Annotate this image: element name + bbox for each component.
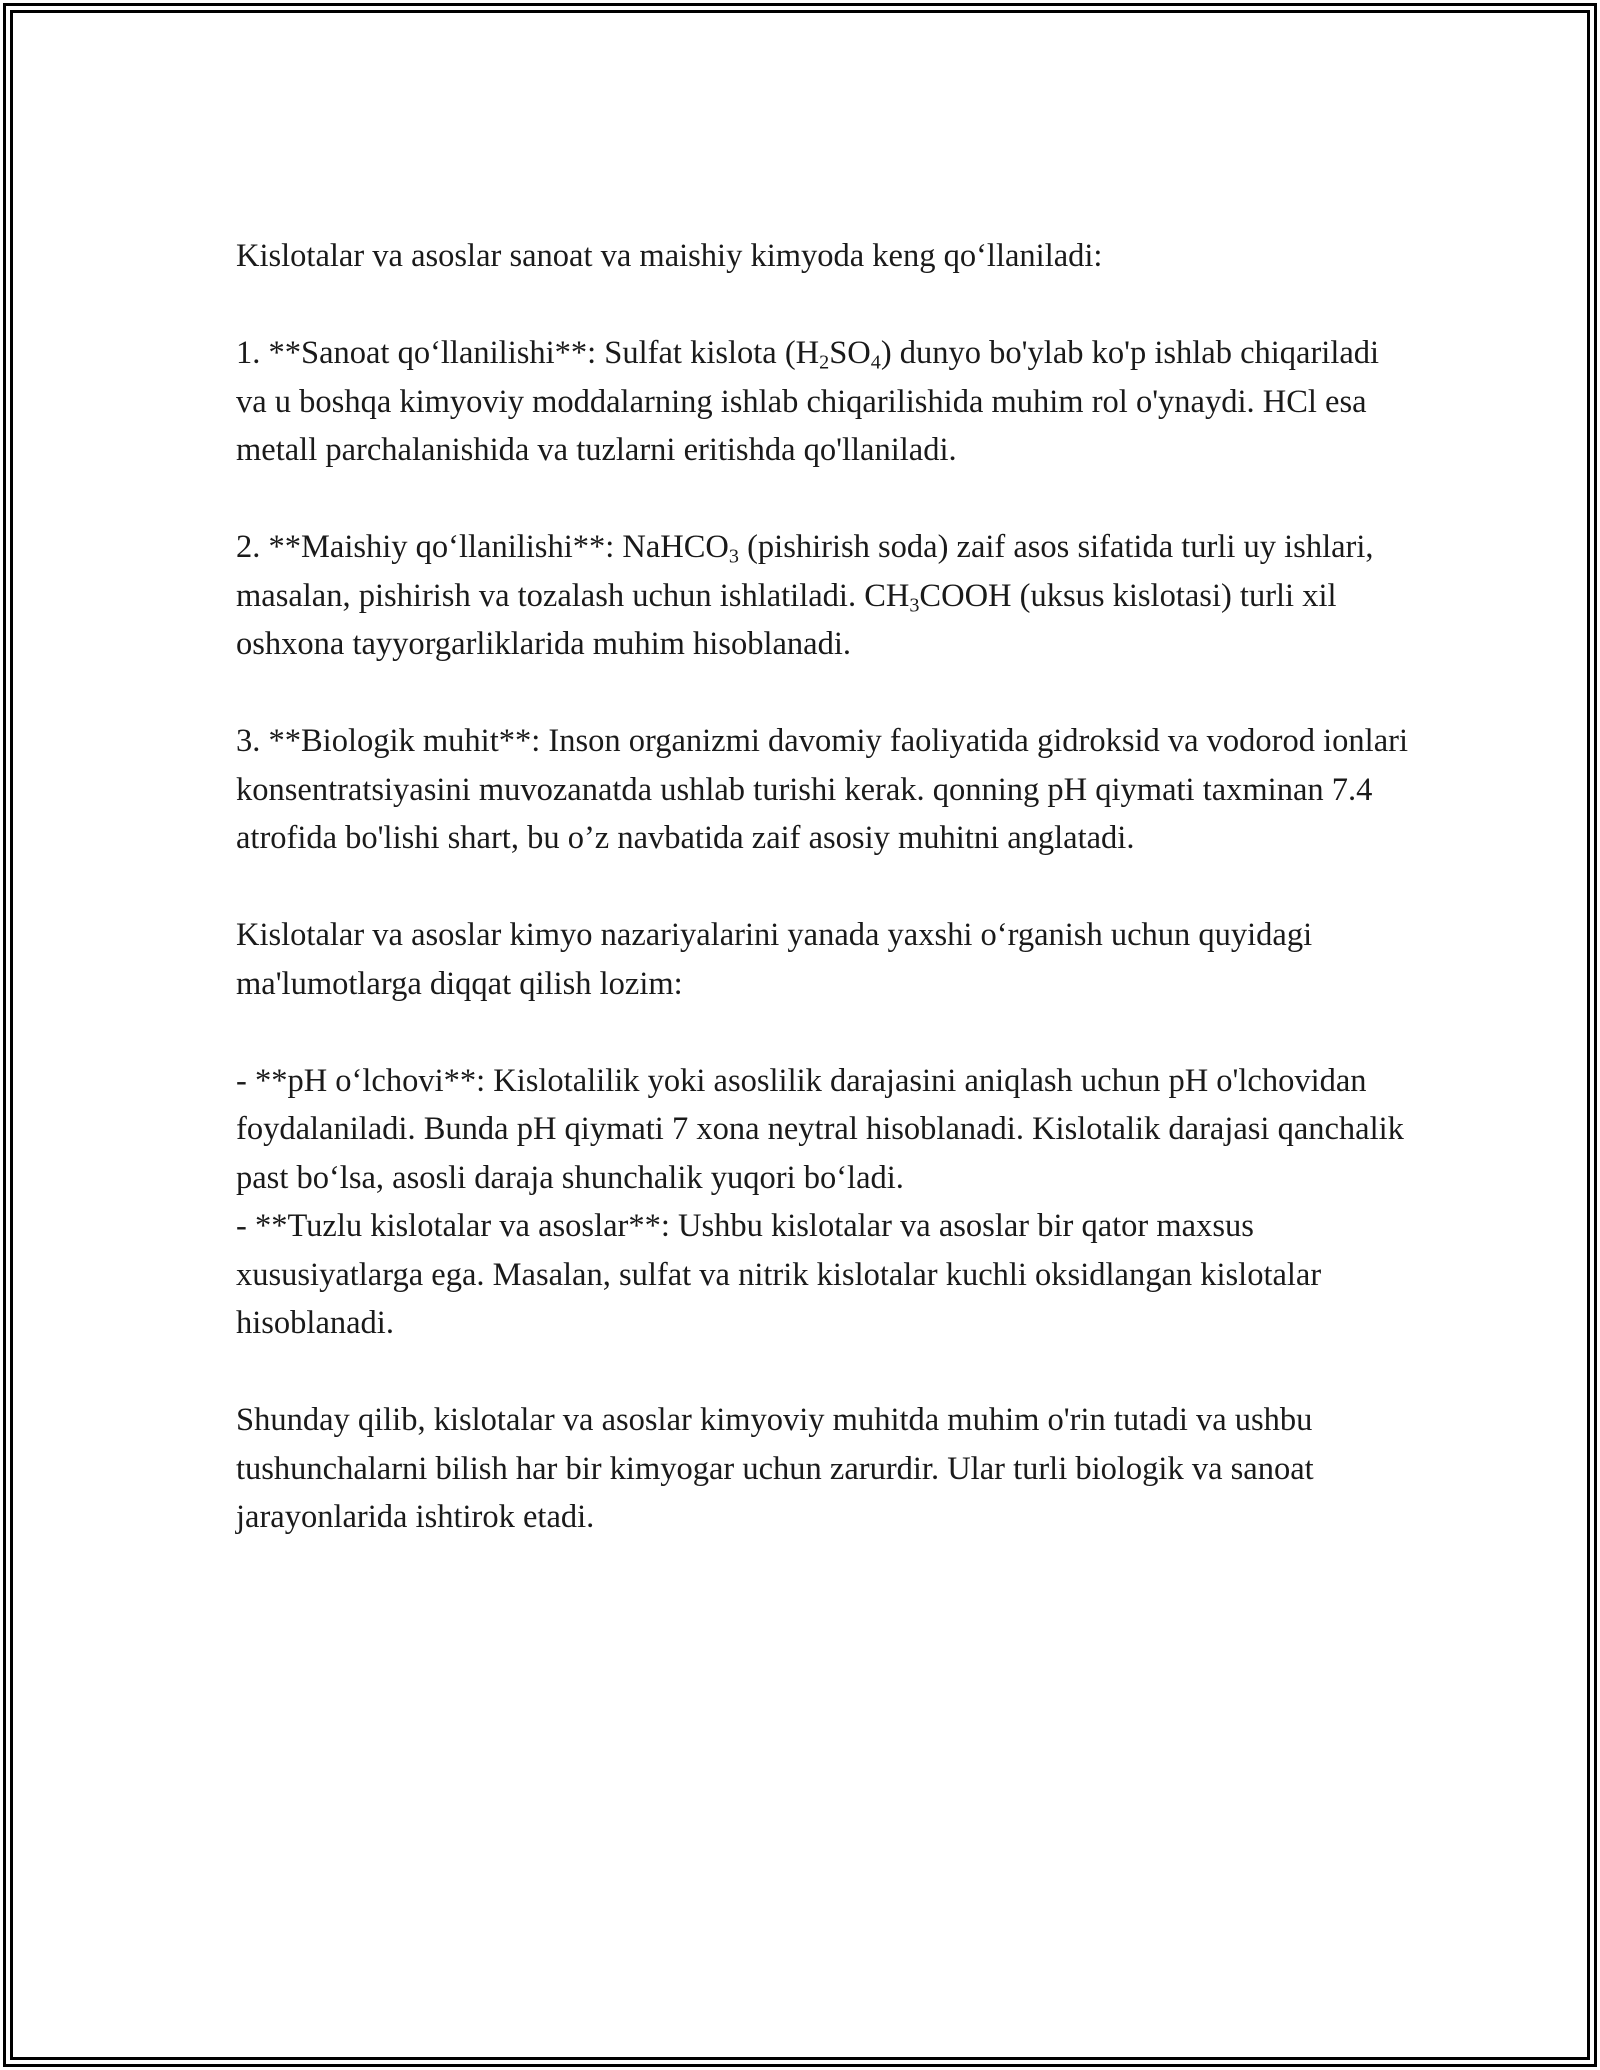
list-item-industrial-use: 1. **Sanoat qo‘llanilishi**: Sulfat kislota $(H_2SO_4)$ dunyo bo'ylab ko'p ishlab chiqariladi va u boshqa kimyoviy moddalarning ishlab chiqarilishida muhim rol o'ynaydi. HCl esa metall parchalanishida va tuzlarni eritishda qo'llaniladi. [236, 335, 1380, 468]
spacer [236, 1008, 1416, 1057]
theory-paragraph: Kislotalar va asoslar kimyo nazariyalarini yanada yaxshi o‘rganish uchun quyidagi ma'lumotlarga diqqat qilish lozim: [236, 917, 1313, 1002]
spacer [236, 475, 1416, 524]
bullet-ph-scale: - **pH o‘lchovi**: Kislotalilik yoki asoslilik darajasini aniqlash uchun pH o'lchovidan foydalaniladi. Bunda pH qiymati 7 xona neytral hisoblanadi. Kislotalik darajasi qanchalik past bo‘lsa, asosli daraja shunchalik yuqori bo‘ladi. [236, 1062, 1404, 1196]
intro-paragraph: Kislotalar va asoslar sanoat va maishiy kimyoda keng qo‘llaniladi: [236, 238, 1103, 274]
conclusion-paragraph: Shunday qilib, kislotalar va asoslar kimyoviy muhitda muhim o'rin tutadi va ushbu tushunchalarni bilish har bir kimyogar uchun zarurdir. Ular turli biologik va sanoat jarayonlarida ishtirok etadi. [236, 1402, 1314, 1535]
list-item-household-use: 2. **Maishiy qo‘llanilishi**: NaHCO$_3$ (pishirish soda) zaif asos sifatida turli uy ishlari, masalan, pishirish va tozalash uchun ishlatiladi. $CH_3COOH$ (uksus kislotasi) turli xil oshxona tayyorgarliklarida muhim hisoblanadi. [236, 529, 1374, 662]
spacer [236, 281, 1416, 330]
list-item-biological-environment: 3. **Biologik muhit**: Inson organizmi davomiy faoliyatida gidroksid va vodorod ionlari konsentratsiyasini muvozanatda ushlab turishi kerak. qonning pH qiymati taxminan 7.4 atrofida bo'lishi shart, bu o’z navbatida zaif asosiy muhitni anglatadi. [236, 723, 1408, 856]
document-body [236, 232, 1416, 1542]
spacer [236, 863, 1416, 912]
bullet-salt-acids-bases: - **Tuzlu kislotalar va asoslar**: Ushbu kislotalar va asoslar bir qator maxsus xususiyatlarga ega. Masalan, sulfat va nitrik kislotalar kuchli oksidlangan kislotalar hisoblanadi. [236, 1208, 1322, 1341]
spacer [236, 1348, 1416, 1397]
spacer [236, 669, 1416, 718]
